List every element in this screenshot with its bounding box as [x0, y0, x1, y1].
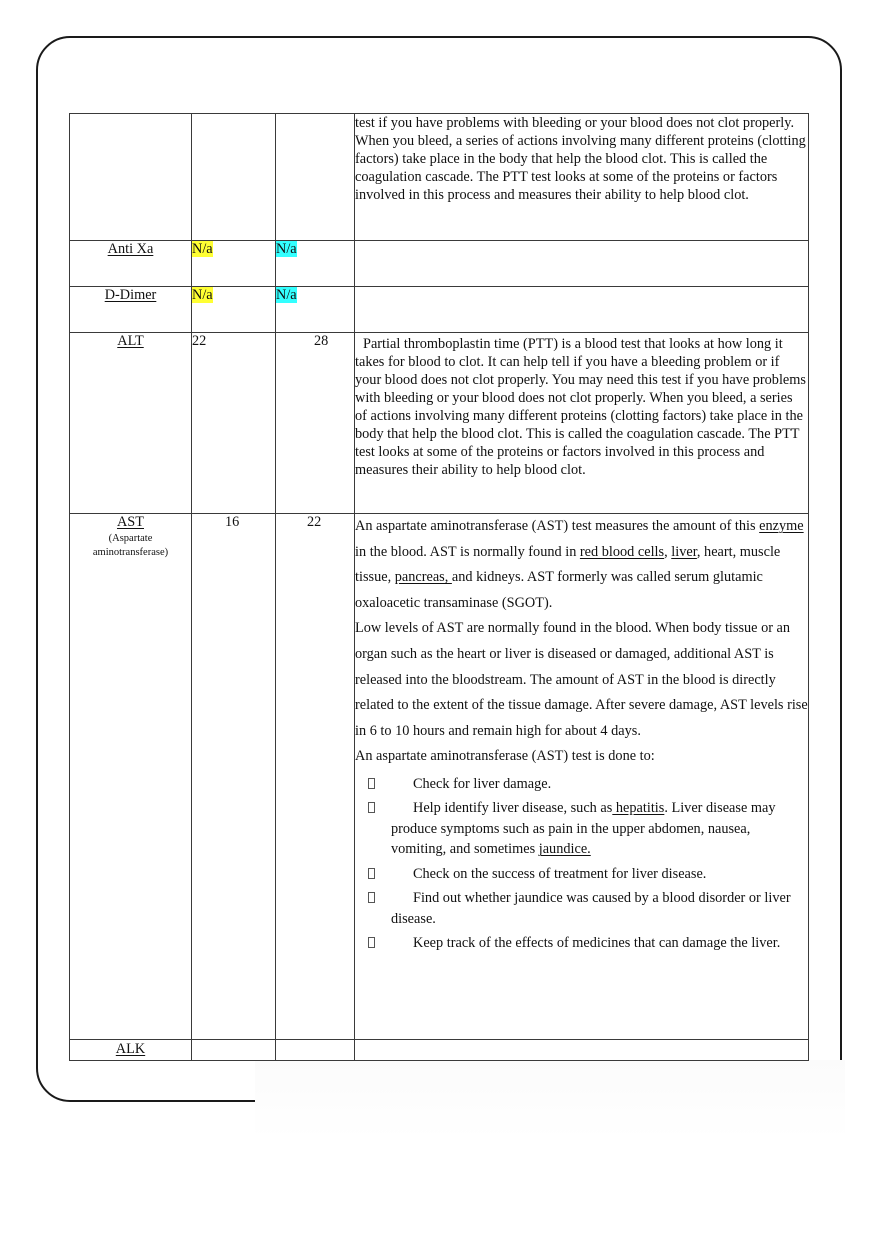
- value2-cell: [276, 514, 355, 1040]
- checkbox-glyph-icon: [368, 778, 375, 789]
- text-run: , heart, muscle tissue,: [355, 543, 781, 586]
- value1: 16: [225, 514, 240, 530]
- description-cell: [355, 114, 809, 241]
- list-item: [355, 774, 808, 795]
- list-item-text: Keep track of the effects of medicines that can damage the liver.: [413, 935, 781, 952]
- text-run: in the blood. AST is normally found in: [355, 543, 580, 560]
- table-row-continued: [70, 114, 809, 241]
- table-row-anti-xa: [70, 241, 809, 287]
- ast-paragraph-2: Low levels of AST are normally found in the blood. When body tissue or an organ such as the heart or liver is diseased or damaged, additional AST is released into the bloodstream. The amount of AST in the blood is directly related to the extent of the tissue damage. After severe damage, AST levels rise in 6 to 10 hours and remain high for about 4 days.: [355, 620, 808, 739]
- list-item: [355, 888, 808, 929]
- value2: N/a: [276, 241, 297, 257]
- value2: 28: [314, 333, 329, 349]
- list-item: [355, 864, 808, 885]
- description-cell: [355, 1040, 809, 1061]
- list-item-text: Check for liver damage.: [413, 775, 552, 792]
- test-name-cell: [70, 241, 192, 287]
- value2: N/a: [276, 287, 297, 303]
- value2-cell: [276, 287, 355, 333]
- link-jaundice[interactable]: jaundice.: [538, 841, 591, 858]
- value1-cell: [192, 1040, 276, 1061]
- value2: 22: [307, 514, 322, 530]
- test-name-cell: [70, 287, 192, 333]
- link-liver[interactable]: liver: [671, 543, 697, 560]
- test-name: ALT: [117, 333, 144, 349]
- value1-cell: [192, 114, 276, 241]
- checkbox-glyph-icon: [368, 868, 375, 879]
- value1-cell: [192, 514, 276, 1040]
- test-name-cell: [70, 1040, 192, 1061]
- value1: N/a: [192, 287, 213, 303]
- value2-cell: [276, 241, 355, 287]
- table-row-alk: [70, 1040, 809, 1061]
- table-row-ast: [70, 514, 809, 1040]
- text-run: and kidneys. AST formerly was called serum glutamic oxaloacetic transaminase (SGOT).: [355, 569, 763, 611]
- value1: 22: [192, 333, 207, 349]
- list-item: [355, 798, 808, 860]
- checkbox-glyph-icon: [368, 802, 375, 813]
- alt-description: Partial thromboplastin time (PTT) is a blood test that looks at how long it takes for blood to clot. It can help tell if you have a bleeding problem or if your blood does not clot properly. You may need this test if you have problems with bleeding or your blood does not clot properly. When you bleed, a series of actions involving many different proteins (clotting factors) take place in the body that help the blood clot. This is called the coagulation cascade. The PTT test looks at some of the proteins or factors involved in this process and measures their ability to help blood clot.: [355, 336, 806, 478]
- test-name-cell: [70, 514, 192, 1040]
- value2-cell: [276, 1040, 355, 1061]
- value2-cell: [276, 114, 355, 241]
- value1-cell: [192, 241, 276, 287]
- link-pancreas[interactable]: pancreas,: [394, 569, 452, 586]
- checkbox-glyph-icon: [368, 937, 375, 948]
- test-name: ALK: [115, 1041, 146, 1057]
- table-row-alt: [70, 333, 809, 514]
- test-subname: (Aspartate aminotransferase): [92, 533, 169, 558]
- table-row-d-dimer: [70, 287, 809, 333]
- description-cell: [355, 333, 809, 514]
- lab-results-table: [69, 113, 809, 1061]
- test-name-cell: [70, 114, 192, 241]
- test-name: Anti Xa: [107, 241, 154, 257]
- link-enzyme[interactable]: enzyme: [759, 518, 804, 534]
- text-run: . Liver disease may produce symptoms such as pain in the upper abdomen, nausea, vomiting, and sometimes: [391, 800, 776, 858]
- description-cell: [355, 241, 809, 287]
- list-item-text: [391, 798, 808, 860]
- description-cell: [355, 514, 809, 1040]
- continued-description: test if you have problems with bleeding or your blood does not clot properly. When you bleed, a series of actions involving many different proteins (clotting factors) take place in the body that help the blood clot. This is called the coagulation cascade. The PTT test looks at some of the proteins or factors involved in this process and measures their ability to help blood clot.: [355, 115, 806, 203]
- text-run: ,: [664, 543, 672, 560]
- checkbox-glyph-icon: [368, 892, 375, 903]
- description-cell: [355, 287, 809, 333]
- ast-purpose-list: [355, 774, 808, 954]
- list-item: [355, 933, 808, 954]
- value1-cell: [192, 287, 276, 333]
- list-item-text: Check on the success of treatment for liver disease.: [413, 865, 707, 882]
- value2-cell: [276, 333, 355, 514]
- link-red-blood-cells[interactable]: red blood cells: [579, 543, 665, 560]
- test-name: AST: [116, 514, 144, 530]
- test-name: D-Dimer: [104, 287, 157, 303]
- list-item-text: Find out whether jaundice was caused by a blood disorder or liver disease.: [391, 890, 791, 927]
- scan-shade: [255, 1060, 845, 1140]
- value1: N/a: [192, 241, 213, 257]
- ast-paragraph-1: [355, 514, 808, 616]
- text-run: Help identify liver disease, such as: [413, 800, 613, 817]
- link-hepatitis[interactable]: hepatitis: [612, 800, 665, 817]
- text-run: An aspartate aminotransferase (AST) test measures the amount of this: [355, 518, 760, 534]
- test-name-cell: [70, 333, 192, 514]
- ast-paragraph-3: An aspartate aminotransferase (AST) test is done to:: [355, 748, 655, 765]
- value1-cell: [192, 333, 276, 514]
